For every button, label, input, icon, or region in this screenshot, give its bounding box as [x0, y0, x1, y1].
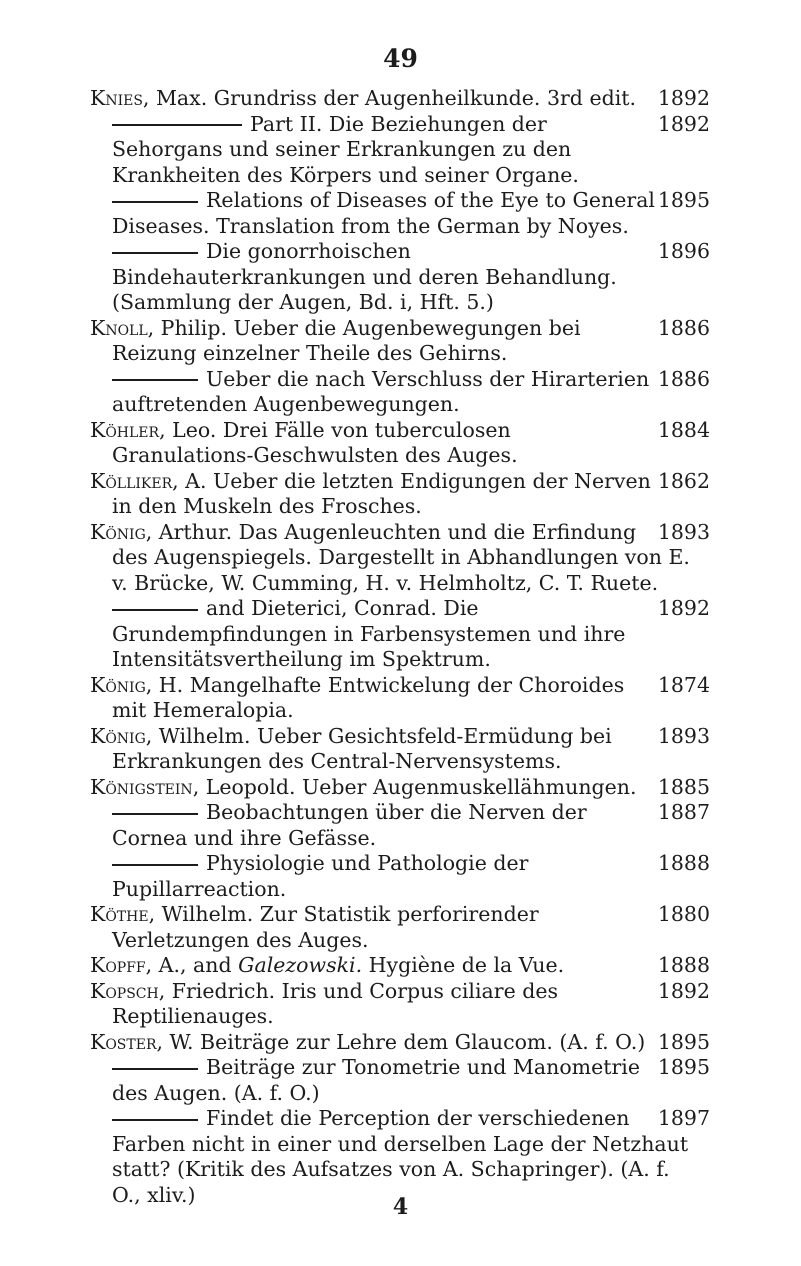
bibliography-entry — [90, 1055, 710, 1106]
ditto-dash — [112, 813, 198, 815]
entry-year: 1888 — [657, 953, 710, 977]
bibliography-entry — [90, 724, 710, 775]
entry-text: and Dieterici, Conrad. Die Grundempfindungen in Farbensystemen und ihre Intensitätsvertheilung im Spektrum. — [112, 596, 626, 671]
entry-text: , Wilhelm. Ueber Gesichtsfeld-Ermüdung bei Erkrankungen des Central-Nervensystems. — [112, 723, 612, 773]
entry-year: 1893 — [657, 519, 710, 544]
bibliography-entry — [90, 596, 710, 673]
entry-year: 1886 — [657, 366, 710, 391]
entry-text: , Leo. Drei Fälle von tuberculosen Granulations-Geschwulsten des Auges. — [112, 417, 518, 467]
entry-text: Findet die Perception der verschiedenen Farben nicht in einer und derselben Lage der Netzhaut statt? (Kritik des Aufsatzes von A. Schapringer). (A. f. O., xliv.) — [112, 1106, 689, 1207]
signature-mark: 4 — [392, 1194, 409, 1220]
ditto-dash — [112, 1119, 198, 1121]
entry-year: 1880 — [657, 902, 710, 926]
entry-author: Königstein — [90, 774, 193, 799]
bibliography-entry — [90, 112, 710, 189]
entry-text: , Leopold. Ueber Augenmuskellähmungen. — [192, 774, 637, 799]
entry-text: , A., and — [145, 953, 239, 977]
entry-author: Kopsch — [90, 978, 159, 1003]
entry-year: 1892 — [657, 978, 710, 1003]
ditto-dash — [112, 864, 198, 866]
entry-text: Beobachtungen über die Nerven der Cornea und ihre Gefässe. — [112, 800, 587, 850]
bibliography-entry — [90, 367, 710, 418]
entry-author: Köhler — [90, 417, 160, 442]
entry-author: Knoll — [90, 315, 148, 340]
entry-text: Beiträge zur Tonometrie und Manometrie des Augen. (A. f. O.) — [112, 1055, 640, 1105]
ditto-dash — [112, 252, 198, 254]
entry-year: 1888 — [657, 851, 710, 875]
entry-year: 1893 — [657, 723, 710, 748]
entry-text: Ueber die nach Verschluss der Hirarterien auftretenden Augenbewegungen. — [112, 366, 650, 416]
entry-text: , A. Ueber die letzten Endigungen der Nerven in den Muskeln des Frosches. — [112, 468, 651, 518]
bibliography-entry — [90, 1106, 710, 1208]
entry-year: 1897 — [657, 1106, 710, 1130]
bibliography-list — [90, 86, 710, 1208]
bibliography-entry — [90, 520, 710, 597]
ditto-dash — [112, 124, 242, 126]
bibliography-entry — [90, 673, 710, 724]
ditto-dash — [112, 201, 198, 203]
ditto-dash — [112, 379, 198, 381]
ditto-dash — [112, 1068, 198, 1070]
entry-year: 1892 — [657, 86, 710, 110]
bibliography-entry — [90, 851, 710, 902]
entry-text: Hygiène de la Vue. — [362, 953, 565, 977]
entry-text: , Philip. Ueber die Augenbewegungen bei Reizung einzelner Theile des Gehirns. — [112, 315, 581, 365]
entry-author: Kopff — [90, 953, 146, 977]
bibliography-entry — [90, 239, 710, 316]
entry-coauthor: Galezowski. — [238, 953, 363, 977]
entry-year: 1874 — [657, 672, 710, 697]
entry-text: Relations of Diseases of the Eye to General Diseases. Translation from the German by Noyes. — [112, 188, 655, 238]
entry-author: Knies — [90, 86, 143, 110]
entry-author: König — [90, 672, 146, 697]
entry-author: Köthe — [90, 902, 149, 926]
entry-text: , Max. Grundriss der Augenheilkunde. 3rd edit. — [142, 86, 637, 110]
entry-year: 1895 — [657, 188, 710, 212]
entry-year: 1886 — [657, 315, 710, 340]
bibliography-entry — [90, 775, 710, 801]
bibliography-entry — [90, 418, 710, 469]
entry-year: 1862 — [657, 468, 710, 493]
bibliography-entry — [90, 316, 710, 367]
bibliography-entry — [90, 902, 710, 953]
entry-author: König — [90, 723, 146, 748]
entry-author: König — [90, 519, 146, 544]
entry-text: , Arthur. Das Augenleuchten und die Erfindung des Augenspiegels. Dargestellt in Abhandlungen von E. v. Brücke, W. Cumming, H. v. Helmholtz, C. T. Ruete. — [112, 519, 690, 595]
entry-text: Part II. Die Beziehungen der Sehorgans und seiner Erkrankungen zu den Krankheiten des Körpers und seiner Organe. — [112, 111, 579, 187]
entry-year: 1895 — [657, 1029, 710, 1054]
bibliography-entry — [90, 469, 710, 520]
bibliography-entry — [90, 800, 710, 851]
entry-text: Die gonorrhoischen Bindehauterkrankungen und deren Behandlung. (Sammlung der Augen, Bd. i, Hft. 5.) — [112, 239, 617, 314]
bibliography-entry — [90, 86, 710, 112]
bibliography-entry — [90, 188, 710, 239]
entry-text: Physiologie und Pathologie der Pupillarreaction. — [112, 851, 529, 901]
ditto-dash — [112, 609, 198, 611]
entry-year: 1884 — [657, 417, 710, 442]
entry-author: Kölliker — [90, 468, 173, 493]
entry-year: 1887 — [657, 800, 710, 824]
entry-year: 1892 — [657, 111, 710, 136]
entry-author: Koster — [90, 1029, 157, 1054]
bibliography-entry — [90, 979, 710, 1030]
bibliography-entry — [90, 953, 710, 979]
entry-text: , H. Mangelhafte Entwickelung der Choroides mit Hemeralopia. — [112, 672, 625, 722]
entry-text: , W. Beiträge zur Lehre dem Glaucom. (A. f. O.) — [156, 1029, 646, 1054]
entry-text: , Friedrich. Iris und Corpus ciliare des Reptilienauges. — [112, 978, 558, 1028]
entry-year: 1896 — [657, 239, 710, 263]
entry-year: 1892 — [657, 596, 710, 620]
entry-text: , Wilhelm. Zur Statistik perforirender Verletzungen des Auges. — [112, 902, 539, 952]
bibliography-entry — [90, 1030, 710, 1056]
entry-year: 1885 — [657, 774, 710, 799]
entry-year: 1895 — [657, 1055, 710, 1079]
page-number: 49 — [383, 44, 418, 73]
